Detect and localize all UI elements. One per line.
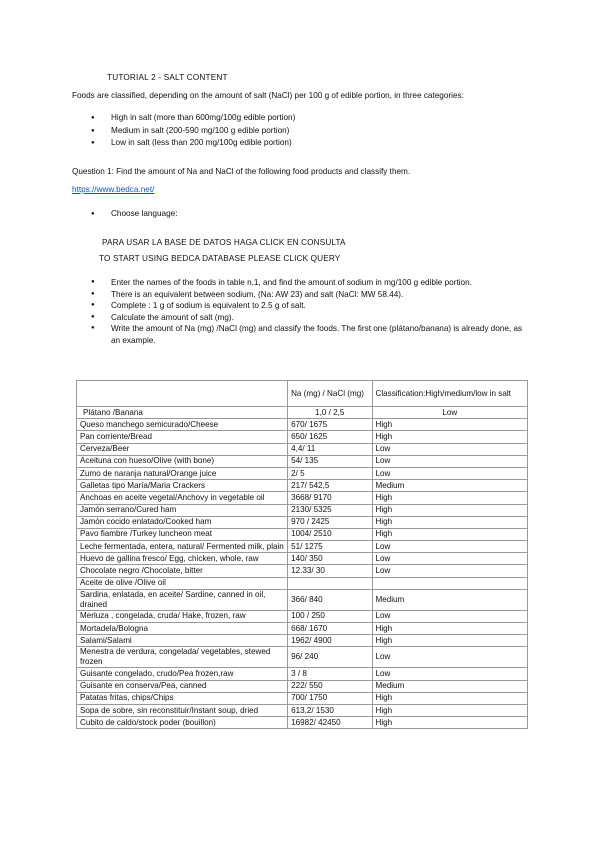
classification-cell: Low: [372, 553, 528, 565]
table-row: [77, 623, 528, 635]
list-item: ● Choose language:: [91, 208, 177, 221]
language-list: [91, 208, 177, 221]
food-cell: Anchoas en aceite vegetal/Anchovy in vegetable oil: [77, 492, 288, 504]
salt-content-table: [76, 380, 528, 729]
list-item: ● Calculate the amount of salt (mg).: [91, 312, 531, 324]
classification-cell: High: [372, 717, 528, 729]
classification-cell: High: [372, 623, 528, 635]
table-row: [77, 704, 528, 716]
food-cell: Menestra de verdura, congelada/ vegetables, stewed frozen: [77, 647, 288, 668]
food-cell: Merluza , congelada, cruda/ Hake, frozen, raw: [77, 610, 288, 622]
list-item: ● Write the amount of Na (mg) /NaCl (mg) and classify the foods. The first one (plátano/banana) is already done, as an example.: [91, 323, 531, 346]
list-item: ● Enter the names of the foods in table n.1, and find the amount of sodium in mg/100 g edible portion.: [91, 277, 531, 289]
classification-cell: Low: [372, 565, 528, 577]
na-nacl-cell: 670/ 1675: [288, 419, 372, 431]
table-row: [77, 516, 528, 528]
food-cell: Jamón cocido enlatado/Cooked ham: [77, 516, 288, 528]
na-nacl-cell: 2130/ 5325: [288, 504, 372, 516]
na-nacl-cell: 668/ 1670: [288, 623, 372, 635]
database-instruction-en: TO START USING BEDCA DATABASE PLEASE CLICK QUERY: [99, 254, 341, 263]
food-cell: Guisante congelado, crudo/Pea frozen,raw: [77, 668, 288, 680]
na-nacl-cell: 650/ 1625: [288, 431, 372, 443]
classification-cell: Medium: [372, 589, 528, 610]
table-row: [77, 647, 528, 668]
na-nacl-cell: 4,4/ 11: [288, 443, 372, 455]
intro-text: Foods are classified, depending on the amount of salt (NaCl) per 100 g of edible portion, in three categories:: [72, 91, 464, 100]
na-nacl-cell: 16982/ 42450: [288, 717, 372, 729]
list-item: ● High in salt (more than 600mg/100g edible portion): [91, 112, 295, 125]
na-nacl-cell: 3 / 8: [288, 668, 372, 680]
food-cell: Cerveza/Beer: [77, 443, 288, 455]
classification-cell: Low: [372, 455, 528, 467]
na-nacl-cell: 51/ 1275: [288, 541, 372, 553]
table-row: [77, 610, 528, 622]
na-nacl-cell: 222/ 550: [288, 680, 372, 692]
na-nacl-cell: 700/ 1750: [288, 692, 372, 704]
header-food: [77, 381, 288, 407]
table-row: [77, 480, 528, 492]
table-row: [77, 589, 528, 610]
header-na-nacl: Na (mg) / NaCl (mg): [288, 381, 372, 407]
classification-cell: High: [372, 419, 528, 431]
food-cell: Zumo de naranja natural/Orange juice: [77, 467, 288, 479]
list-item: ● There is an equivalent between sodium, (Na: AW 23) and salt (NaCl: MW 58.44).: [91, 289, 531, 301]
category-list: [91, 112, 295, 150]
na-nacl-cell: 613,2/ 1530: [288, 704, 372, 716]
food-cell: Aceituna con hueso/Olive (with bone): [77, 455, 288, 467]
food-cell: Guisante en conserva/Pea, canned: [77, 680, 288, 692]
table-row: [77, 668, 528, 680]
food-cell: Patatas fritas, chips/Chips: [77, 692, 288, 704]
classification-cell: Medium: [372, 480, 528, 492]
table-row: [77, 528, 528, 540]
food-cell: Aceite de olive /Olive oil: [77, 577, 288, 589]
food-cell: Huevo de gallina fresco/ Egg, chicken, whole, raw: [77, 553, 288, 565]
na-nacl-cell: 1,0 / 2,5: [288, 407, 372, 419]
list-item: ● Medium in salt (200-590 mg/100 g edible portion): [91, 125, 295, 138]
na-nacl-cell: 970 / 2425: [288, 516, 372, 528]
classification-cell: High: [372, 492, 528, 504]
na-nacl-cell: 3668/ 9170: [288, 492, 372, 504]
table-row: [77, 565, 528, 577]
food-cell: Sopa de sobre, sin reconstituir/Instant soup, dried: [77, 704, 288, 716]
instruction-list: [91, 277, 531, 347]
table-row: [77, 692, 528, 704]
classification-cell: High: [372, 635, 528, 647]
document-title: TUTORIAL 2 - SALT CONTENT: [107, 73, 228, 82]
na-nacl-cell: 140/ 350: [288, 553, 372, 565]
classification-cell: High: [372, 516, 528, 528]
classification-cell: High: [372, 431, 528, 443]
classification-cell: High: [372, 692, 528, 704]
header-classification: Classification:High/medium/low in salt: [372, 381, 528, 407]
food-cell: Jamón serrano/Cured ham: [77, 504, 288, 516]
classification-cell: Low: [372, 467, 528, 479]
bedca-link[interactable]: https://www.bedca.net/: [72, 185, 155, 194]
table-row: [77, 407, 528, 419]
classification-cell: Low: [372, 610, 528, 622]
database-instruction-es: PARA USAR LA BASE DE DATOS HAGA CLICK EN CONSULTA: [102, 238, 346, 247]
classification-cell: Medium: [372, 680, 528, 692]
classification-cell: High: [372, 528, 528, 540]
food-cell: Chocolate negro /Chocolate, bitter: [77, 565, 288, 577]
table-row: [77, 455, 528, 467]
classification-cell: Low: [372, 668, 528, 680]
na-nacl-cell: 217/ 542,5: [288, 480, 372, 492]
na-nacl-cell: 100 / 250: [288, 610, 372, 622]
table-row: [77, 504, 528, 516]
table-row: [77, 635, 528, 647]
na-nacl-cell: 96/ 240: [288, 647, 372, 668]
food-cell: Queso manchego semicurado/Cheese: [77, 419, 288, 431]
food-cell: Plátano /Banana: [77, 407, 288, 419]
classification-cell: Low: [372, 407, 528, 419]
list-item: ● Complete : 1 g of sodium is equivalent to 2.5 g of salt.: [91, 300, 531, 312]
na-nacl-cell: 1962/ 4900: [288, 635, 372, 647]
table-row: [77, 492, 528, 504]
food-cell: Pavo fiambre /Turkey luncheon meat: [77, 528, 288, 540]
food-cell: Sardina, enlatada, en aceite/ Sardine, canned in oil, drained: [77, 589, 288, 610]
list-item: ● Low in salt (less than 200 mg/100g edible portion): [91, 137, 295, 150]
table-row: [77, 680, 528, 692]
food-cell: Pan corriente/Bread: [77, 431, 288, 443]
table-row: [77, 443, 528, 455]
na-nacl-cell: [288, 577, 372, 589]
na-nacl-cell: 2/ 5: [288, 467, 372, 479]
classification-cell: High: [372, 504, 528, 516]
table-row: [77, 467, 528, 479]
classification-cell: Low: [372, 647, 528, 668]
table-row: [77, 419, 528, 431]
food-cell: Mortadela/Bologna: [77, 623, 288, 635]
table-header-row: [77, 381, 528, 407]
na-nacl-cell: 1004/ 2510: [288, 528, 372, 540]
classification-cell: High: [372, 704, 528, 716]
na-nacl-cell: 12.33/ 30: [288, 565, 372, 577]
food-cell: Leche fermentada, entera, natural/ Fermented milk, plain: [77, 541, 288, 553]
table-row: [77, 431, 528, 443]
na-nacl-cell: 366/ 840: [288, 589, 372, 610]
table-row: [77, 717, 528, 729]
classification-cell: Low: [372, 541, 528, 553]
classification-cell: [372, 577, 528, 589]
classification-cell: Low: [372, 443, 528, 455]
food-cell: Cubito de caldo/stock poder (bouillon): [77, 717, 288, 729]
food-cell: Salami/Salami: [77, 635, 288, 647]
food-cell: Galletas tipo María/Maria Crackers: [77, 480, 288, 492]
table-row: [77, 541, 528, 553]
na-nacl-cell: 54/ 135: [288, 455, 372, 467]
table-row: [77, 577, 528, 589]
question-text: Question 1: Find the amount of Na and NaCl of the following food products and classify them.: [72, 167, 411, 176]
table-row: [77, 553, 528, 565]
